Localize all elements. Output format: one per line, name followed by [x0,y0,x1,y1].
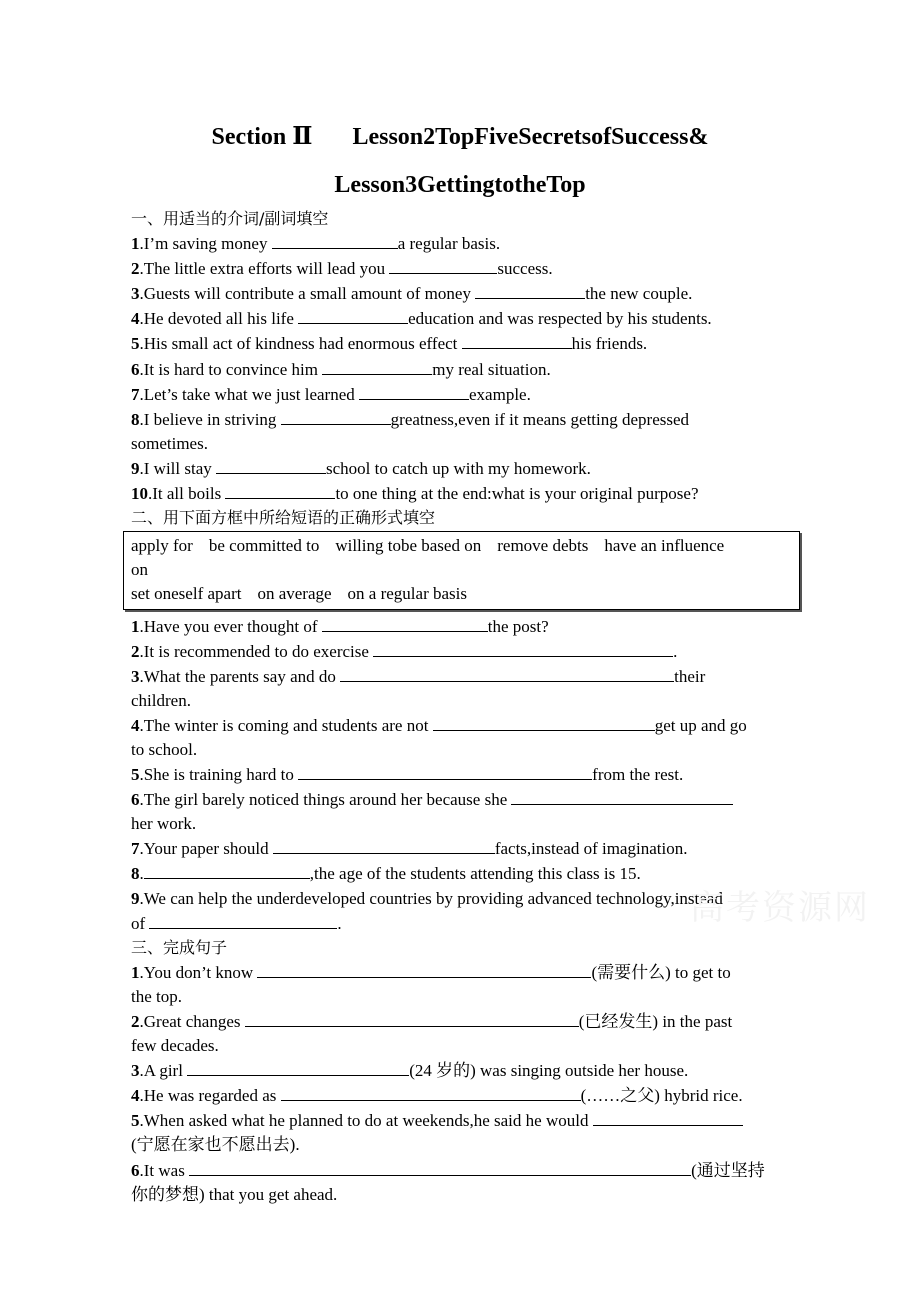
answer-blank[interactable] [281,407,391,425]
question-2-9: 9.We can help the underdeveloped countries by providing advanced technology,instead [131,888,723,908]
question-3-1-cont: the top. [131,986,182,1006]
question-1-3: 3.Guests will contribute a small amount of money the new couple. [131,281,791,306]
answer-blank[interactable] [359,382,469,400]
section2-heading: 二、用下面方框中所给短语的正确形式填空 [131,508,436,528]
watermark: 高考资源网 [690,888,870,928]
worksheet-content [131,207,791,1207]
phrase-box-row-1 [131,534,793,558]
phrase: have an influence [604,536,725,556]
question-3-6-cont: 你的梦想) that you get ahead. [131,1184,338,1204]
title-line-2: Lesson3GettingtotheTop [334,172,586,198]
question-1-4: 4.He devoted all his life education and was respected by his students. [131,306,791,331]
question-2-9-cont: of . [131,911,791,936]
question-1-7: 7.Let’s take what we just learned example. [131,382,791,407]
answer-blank[interactable] [475,281,585,299]
phrase: set oneself apart [131,584,242,604]
question-3-2: 2.Great changes (已经发生) in the past [131,1009,791,1034]
question-2-5: 5.She is training hard to from the rest. [131,762,791,787]
question-3-5-cont: (宁愿在家也不愿出去). [131,1135,300,1155]
question-2-6-cont: her work. [131,814,197,834]
answer-blank[interactable] [462,331,572,349]
question-1-5: 5.His small act of kindness had enormous effect his friends. [131,331,791,356]
phrase: on [131,560,148,580]
question-2-3: 3.What the parents say and do their [131,664,791,689]
answer-blank[interactable] [144,861,310,879]
section1-heading: 一、用适当的介词/副词填空 [131,209,329,228]
answer-blank[interactable] [298,762,592,780]
answer-blank[interactable] [340,664,674,682]
question-1-8-cont: sometimes. [131,433,208,453]
answer-blank[interactable] [189,1158,691,1176]
title-lesson2: Lesson2TopFiveSecretsofSuccess& [352,124,709,150]
answer-blank[interactable] [216,456,326,474]
question-1-9: 9.I will stay school to catch up with my homework. [131,456,791,481]
answer-blank[interactable] [257,960,591,978]
answer-blank[interactable] [245,1009,579,1027]
question-3-5: 5.When asked what he planned to do at weekends,he said he would [131,1108,791,1133]
question-2-4: 4.The winter is coming and students are not get up and go [131,713,791,738]
question-3-4: 4.He was regarded as (……之父) hybrid rice. [131,1083,791,1108]
answer-blank[interactable] [511,787,733,805]
question-2-6: 6.The girl barely noticed things around her because she [131,787,791,812]
question-3-1: 1.You don’t know (需要什么) to get to [131,960,791,985]
section3-heading: 三、完成句子 [131,937,228,957]
phrase: on average [257,584,332,604]
answer-blank[interactable] [298,306,408,324]
question-1-10: 10.It all boils to one thing at the end:what is your original purpose? [131,481,791,506]
answer-blank[interactable] [225,481,335,499]
title-section: Section Ⅱ [211,124,313,150]
question-2-4-cont: to school. [131,739,198,759]
phrase: on a regular basis [347,584,467,604]
question-1-2: 2.The little extra efforts will lead you success. [131,256,791,281]
answer-blank[interactable] [373,639,673,657]
question-3-6: 6.It was (通过坚持 [131,1158,791,1183]
phrase: remove debts [497,536,589,556]
answer-blank[interactable] [272,231,398,249]
answer-blank[interactable] [273,836,495,854]
title-line-1 [0,122,920,152]
answer-blank[interactable] [149,911,337,929]
phrase-box-row-2 [131,558,793,582]
answer-blank[interactable] [322,357,432,375]
answer-blank[interactable] [187,1058,409,1076]
question-2-3-cont: children. [131,690,191,710]
question-2-7: 7.Your paper should facts,instead of imagination. [131,836,791,861]
question-3-2-cont: few decades. [131,1036,219,1056]
answer-blank[interactable] [281,1083,581,1101]
phrase-box [123,531,800,609]
answer-blank[interactable] [593,1108,743,1126]
phrase: willing tobe based on [335,536,482,556]
question-2-2: 2.It is recommended to do exercise . [131,639,791,664]
answer-blank[interactable] [433,713,655,731]
question-1-6: 6.It is hard to convince him my real situation. [131,357,791,382]
phrase: be committed to [208,536,320,556]
question-1-1: 1.I’m saving money a regular basis. [131,231,791,256]
question-2-8: 8. ,the age of the students attending this class is 15. [131,861,791,886]
answer-blank[interactable] [389,256,497,274]
question-3-3: 3.A girl (24 岁的) was singing outside her house. [131,1058,791,1083]
answer-blank[interactable] [322,614,488,632]
phrase: apply for [131,536,193,556]
question-1-8: 8.I believe in striving greatness,even if it means getting depressed [131,407,791,432]
question-2-1: 1.Have you ever thought of the post? [131,614,791,639]
phrase-box-row-3 [131,582,793,606]
